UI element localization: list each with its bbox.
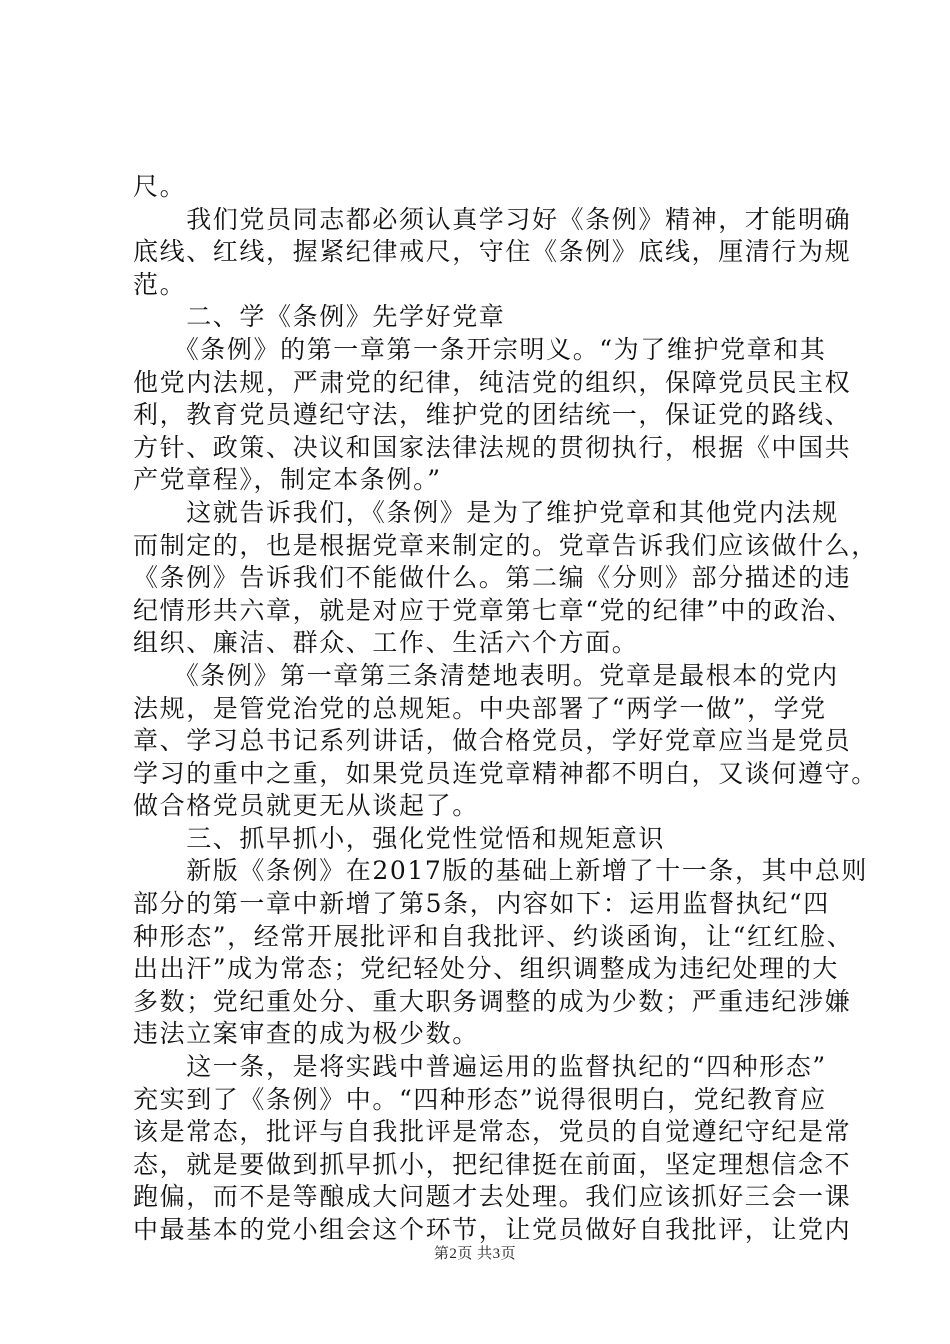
section-heading: 三、抓早抓小，强化党性觉悟和规矩意识 bbox=[133, 823, 666, 853]
text-line: 我们党员同志都必须认真学习好《条例》精神，才能明确 bbox=[133, 204, 852, 234]
text-line: 组织、廉洁、群众、工作、生活六个方面。 bbox=[133, 628, 639, 658]
text-line: 学习的重中之重，如果党员连党章精神都不明白，又谈何遵守。 bbox=[133, 758, 878, 788]
text-line: 《条例》第一章第三条清楚地表明。党章是最根本的党内 bbox=[133, 660, 839, 690]
text-line: 部分的第一章中新增了第5条，内容如下：运用监督执纪“四 bbox=[133, 889, 830, 919]
text-line: 他党内法规，严肃党的纪律，纯洁党的组织，保障党员民主权 bbox=[133, 367, 852, 397]
text-line: 产党章程》，制定本条例。” bbox=[133, 465, 442, 495]
text-line: 纪情形共六章，就是对应于党章第七章“党的纪律”中的政治、 bbox=[133, 595, 854, 625]
text-line: 违法立案审查的成为极少数。 bbox=[133, 1019, 479, 1049]
text-line: 多数；党纪重处分、重大职务调整的成为少数；严重违纪涉嫌 bbox=[133, 986, 852, 1016]
text-line: 中最基本的党小组会这个环节，让党员做好自我批评，让党内 bbox=[133, 1215, 852, 1244]
text-line: 跑偏，而不是等酿成大问题才去处理。我们应该抓好三会一课 bbox=[133, 1182, 852, 1212]
text-line: 种形态”，经常开展批评和自我批评、约谈函询，让“红红脸、 bbox=[133, 921, 854, 951]
text-line: 而制定的，也是根据党章来制定的。党章告诉我们应该做什么， bbox=[133, 530, 878, 560]
text-line: 这一条，是将实践中普遍运用的监督执纪的“四种形态” bbox=[133, 1052, 827, 1082]
text-line: 范。 bbox=[133, 269, 187, 299]
text-line: 新版《条例》在2017版的基础上新增了十一条，其中总则 bbox=[133, 856, 869, 886]
page-number-footer: 第2页 共3页 bbox=[433, 1246, 517, 1262]
text-line: 底线、红线，握紧纪律戒尺，守住《条例》底线，厘清行为规 bbox=[133, 237, 852, 267]
text-line: 态，就是要做到抓早抓小，把纪律挺在前面，坚定理想信念不 bbox=[133, 1149, 852, 1179]
text-line: 章、学习总书记系列讲话，做合格党员，学好党章应当是党员 bbox=[133, 726, 852, 756]
text-line: 利，教育党员遵纪守法，维护党的团结统一，保证党的路线、 bbox=[133, 400, 852, 430]
text-line: 该是常态，批评与自我批评是常态，党员的自觉遵纪守纪是常 bbox=[133, 1117, 852, 1147]
text-line: 尺。 bbox=[133, 172, 187, 201]
text-line: 《条例》的第一章第一条开宗明义。“为了维护党章和其 bbox=[133, 334, 827, 364]
text-line: 充实到了《条例》中。“四种形态”说得很明白，党纪教育应 bbox=[133, 1084, 827, 1114]
text-line: 《条例》告诉我们不能做什么。第二编《分则》部分描述的违 bbox=[133, 563, 852, 593]
text-line: 做合格党员就更无从谈起了。 bbox=[133, 791, 479, 821]
section-heading: 二、学《条例》先学好党章 bbox=[133, 302, 506, 332]
text-line: 这就告诉我们，《条例》是为了维护党章和其他党内法规 bbox=[133, 497, 839, 527]
document-body bbox=[133, 171, 878, 1247]
text-line: 出出汗”成为常态；党纪轻处分、组织调整成为违纪处理的大 bbox=[133, 954, 839, 984]
text-line: 法规，是管党治党的总规矩。中央部署了“两学一做”，学党 bbox=[133, 693, 827, 723]
text-line: 方针、政策、决议和国家法律法规的贯彻执行，根据《中国共 bbox=[133, 432, 852, 462]
